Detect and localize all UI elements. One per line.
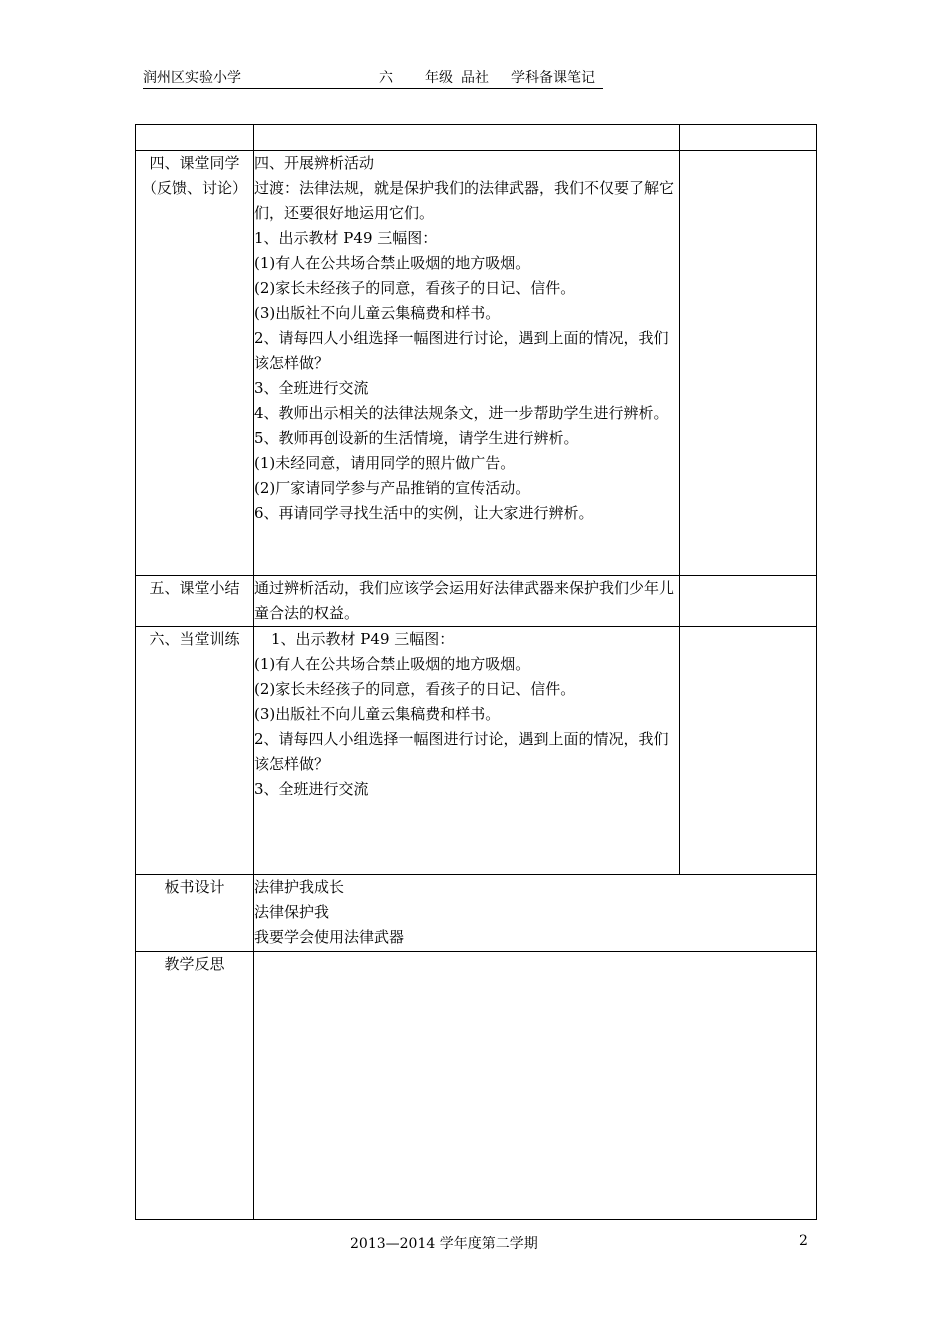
discussion-content — [254, 151, 680, 576]
practice-line: (3)出版社不向儿童云集稿费和样书。 — [254, 705, 501, 723]
reflection-content — [254, 952, 817, 1220]
board-row — [136, 875, 817, 952]
reflection-label: 教学反思 — [136, 952, 254, 1220]
page-number: 2 — [799, 1233, 808, 1249]
discussion-line: 3、全班进行交流 — [254, 379, 369, 397]
empty-cell — [680, 151, 817, 576]
practice-line: 3、全班进行交流 — [254, 780, 369, 798]
notes-label: 学科备课笔记 — [511, 70, 595, 86]
practice-line: 1、出示教材 P49 三幅图： — [271, 630, 455, 648]
practice-line: 2、请每四人小组选择一幅图进行讨论，遇到上面的情况，我们该怎样做？ — [254, 730, 669, 773]
reflection-row — [136, 952, 817, 1220]
discussion-line: (1)有人在公共场合禁止吸烟的地方吸烟。 — [254, 254, 531, 272]
discussion-line: 四、开展辨析活动 — [254, 154, 375, 172]
discussion-line: 2、请每四人小组选择一幅图进行讨论，遇到上面的情况，我们该怎样做？ — [254, 329, 669, 372]
blank-header-row — [136, 125, 817, 151]
discussion-label-line2: （反馈、讨论） — [141, 179, 247, 197]
discussion-row — [136, 151, 817, 576]
page-header — [143, 70, 603, 89]
footer-term: 2013—2014 学年度第二学期 — [350, 1236, 538, 1252]
subject-name: 品社 — [461, 70, 489, 86]
board-line: 法律保护我 — [254, 903, 330, 921]
empty-cell — [680, 125, 817, 151]
discussion-line: 过渡：法律法规，就是保护我们的法律武器，我们不仅要了解它们，还要很好地运用它们。 — [254, 179, 675, 222]
summary-label: 五、课堂小结 — [136, 576, 254, 627]
board-content — [254, 875, 817, 952]
empty-cell — [254, 125, 680, 151]
board-line: 我要学会使用法律武器 — [254, 928, 405, 946]
practice-line: (1)有人在公共场合禁止吸烟的地方吸烟。 — [254, 655, 531, 673]
discussion-label — [136, 151, 254, 576]
summary-row — [136, 576, 817, 627]
discussion-line: 6、再请同学寻找生活中的实例，让大家进行辨析。 — [254, 504, 594, 522]
empty-cell — [136, 125, 254, 151]
discussion-line: 5、教师再创设新的生活情境，请学生进行辨析。 — [254, 429, 579, 447]
practice-line: (2)家长未经孩子的同意，看孩子的日记、信件。 — [254, 680, 576, 698]
discussion-line: 1、出示教材 P49 三幅图： — [254, 229, 438, 247]
lesson-plan-table — [135, 124, 817, 1220]
discussion-label-line1: 四、课堂同学 — [149, 154, 240, 172]
discussion-line: (2)家长未经孩子的同意，看孩子的日记、信件。 — [254, 279, 576, 297]
discussion-line: 4、教师出示相关的法律法规条文，进一步帮助学生进行辨析。 — [254, 404, 669, 422]
grade-value: 六 — [379, 70, 393, 86]
board-label: 板书设计 — [136, 875, 254, 952]
practice-label: 六、当堂训练 — [136, 627, 254, 875]
practice-content — [254, 627, 680, 875]
discussion-line: (2)厂家请同学参与产品推销的宣传活动。 — [254, 479, 531, 497]
discussion-line: (1)未经同意，请用同学的照片做广告。 — [254, 454, 516, 472]
empty-cell — [680, 627, 817, 875]
grade-label: 年级 — [425, 70, 453, 86]
empty-cell — [680, 576, 817, 627]
board-line: 法律护我成长 — [254, 878, 345, 896]
school-name: 润州区实验小学 — [143, 70, 241, 86]
summary-content: 通过辨析活动，我们应该学会运用好法律武器来保护我们少年儿童合法的权益。 — [254, 576, 680, 627]
discussion-line: (3)出版社不向儿童云集稿费和样书。 — [254, 304, 501, 322]
practice-row — [136, 627, 817, 875]
